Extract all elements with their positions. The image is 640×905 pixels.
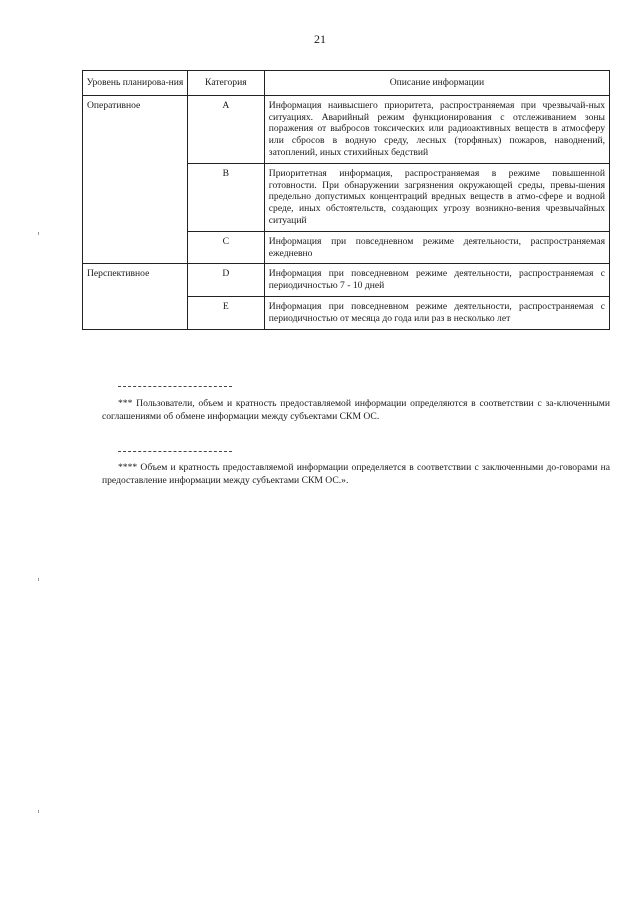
table-row <box>83 264 610 297</box>
header-category: Категория <box>187 71 264 96</box>
description-cell: Информация при повседневном режиме деятельности, распространяемая ежедневно <box>264 231 609 264</box>
level-cell: Перспективное <box>83 264 188 329</box>
category-cell: B <box>187 163 264 231</box>
header-description: Описание информации <box>264 71 609 96</box>
footnote-quad-star: **** Объем и кратность предоставляемой информации определяется в соответствии с заключенными до-говорами на предоставление информации между субъектами СКМ ОС.». <box>102 462 610 486</box>
scan-speck <box>38 810 39 813</box>
planning-info-table <box>82 70 610 330</box>
description-cell: Информация наивысшего приоритета, распространяемая при чрезвычай-ных ситуациях. Аварийный режим функционирования с отслеживанием зоны поражения от выбросов токсических или радиоактивных веществ в атмосферу или сбросов в водную среду, лесных (торфяных) пожаров, наводнений, затоплений, иных стихийных бедствий <box>264 95 609 163</box>
category-cell: A <box>187 95 264 163</box>
category-cell: D <box>187 264 264 297</box>
footnote-separator <box>118 451 232 452</box>
category-cell: C <box>187 231 264 264</box>
description-cell: Информация при повседневном режиме деятельности, распространяемая с периодичностью 7 - 10 дней <box>264 264 609 297</box>
description-cell: Приоритетная информация, распространяемая в режиме повышенной готовности. При обнаружении загрязнения окружающей среды, превы-шения предельно допустимых концентраций вредных веществ в атмо-сфере и водной среде, иных обстоятельств, создающих угрозу возникно-вения чрезвычайных ситуаций <box>264 163 609 231</box>
page-number: 21 <box>314 32 326 46</box>
footnote-triple-star: *** Пользователи, объем и кратность предоставляемой информации определяются в соответствии с за-ключенными соглашениями об обмене информации между субъектами СКМ ОС. <box>102 398 610 422</box>
description-cell: Информация при повседневном режиме деятельности, распространяемая с периодичностью от месяца до года или раз в несколько лет <box>264 296 609 329</box>
table-row <box>83 95 610 163</box>
scan-speck <box>38 232 39 235</box>
scan-speck <box>38 578 39 581</box>
header-level: Уровень планирова-ния <box>83 71 188 96</box>
footnote-separator <box>118 386 232 387</box>
level-cell: Оперативное <box>83 95 188 264</box>
category-cell: E <box>187 296 264 329</box>
table-header-row <box>83 71 610 96</box>
